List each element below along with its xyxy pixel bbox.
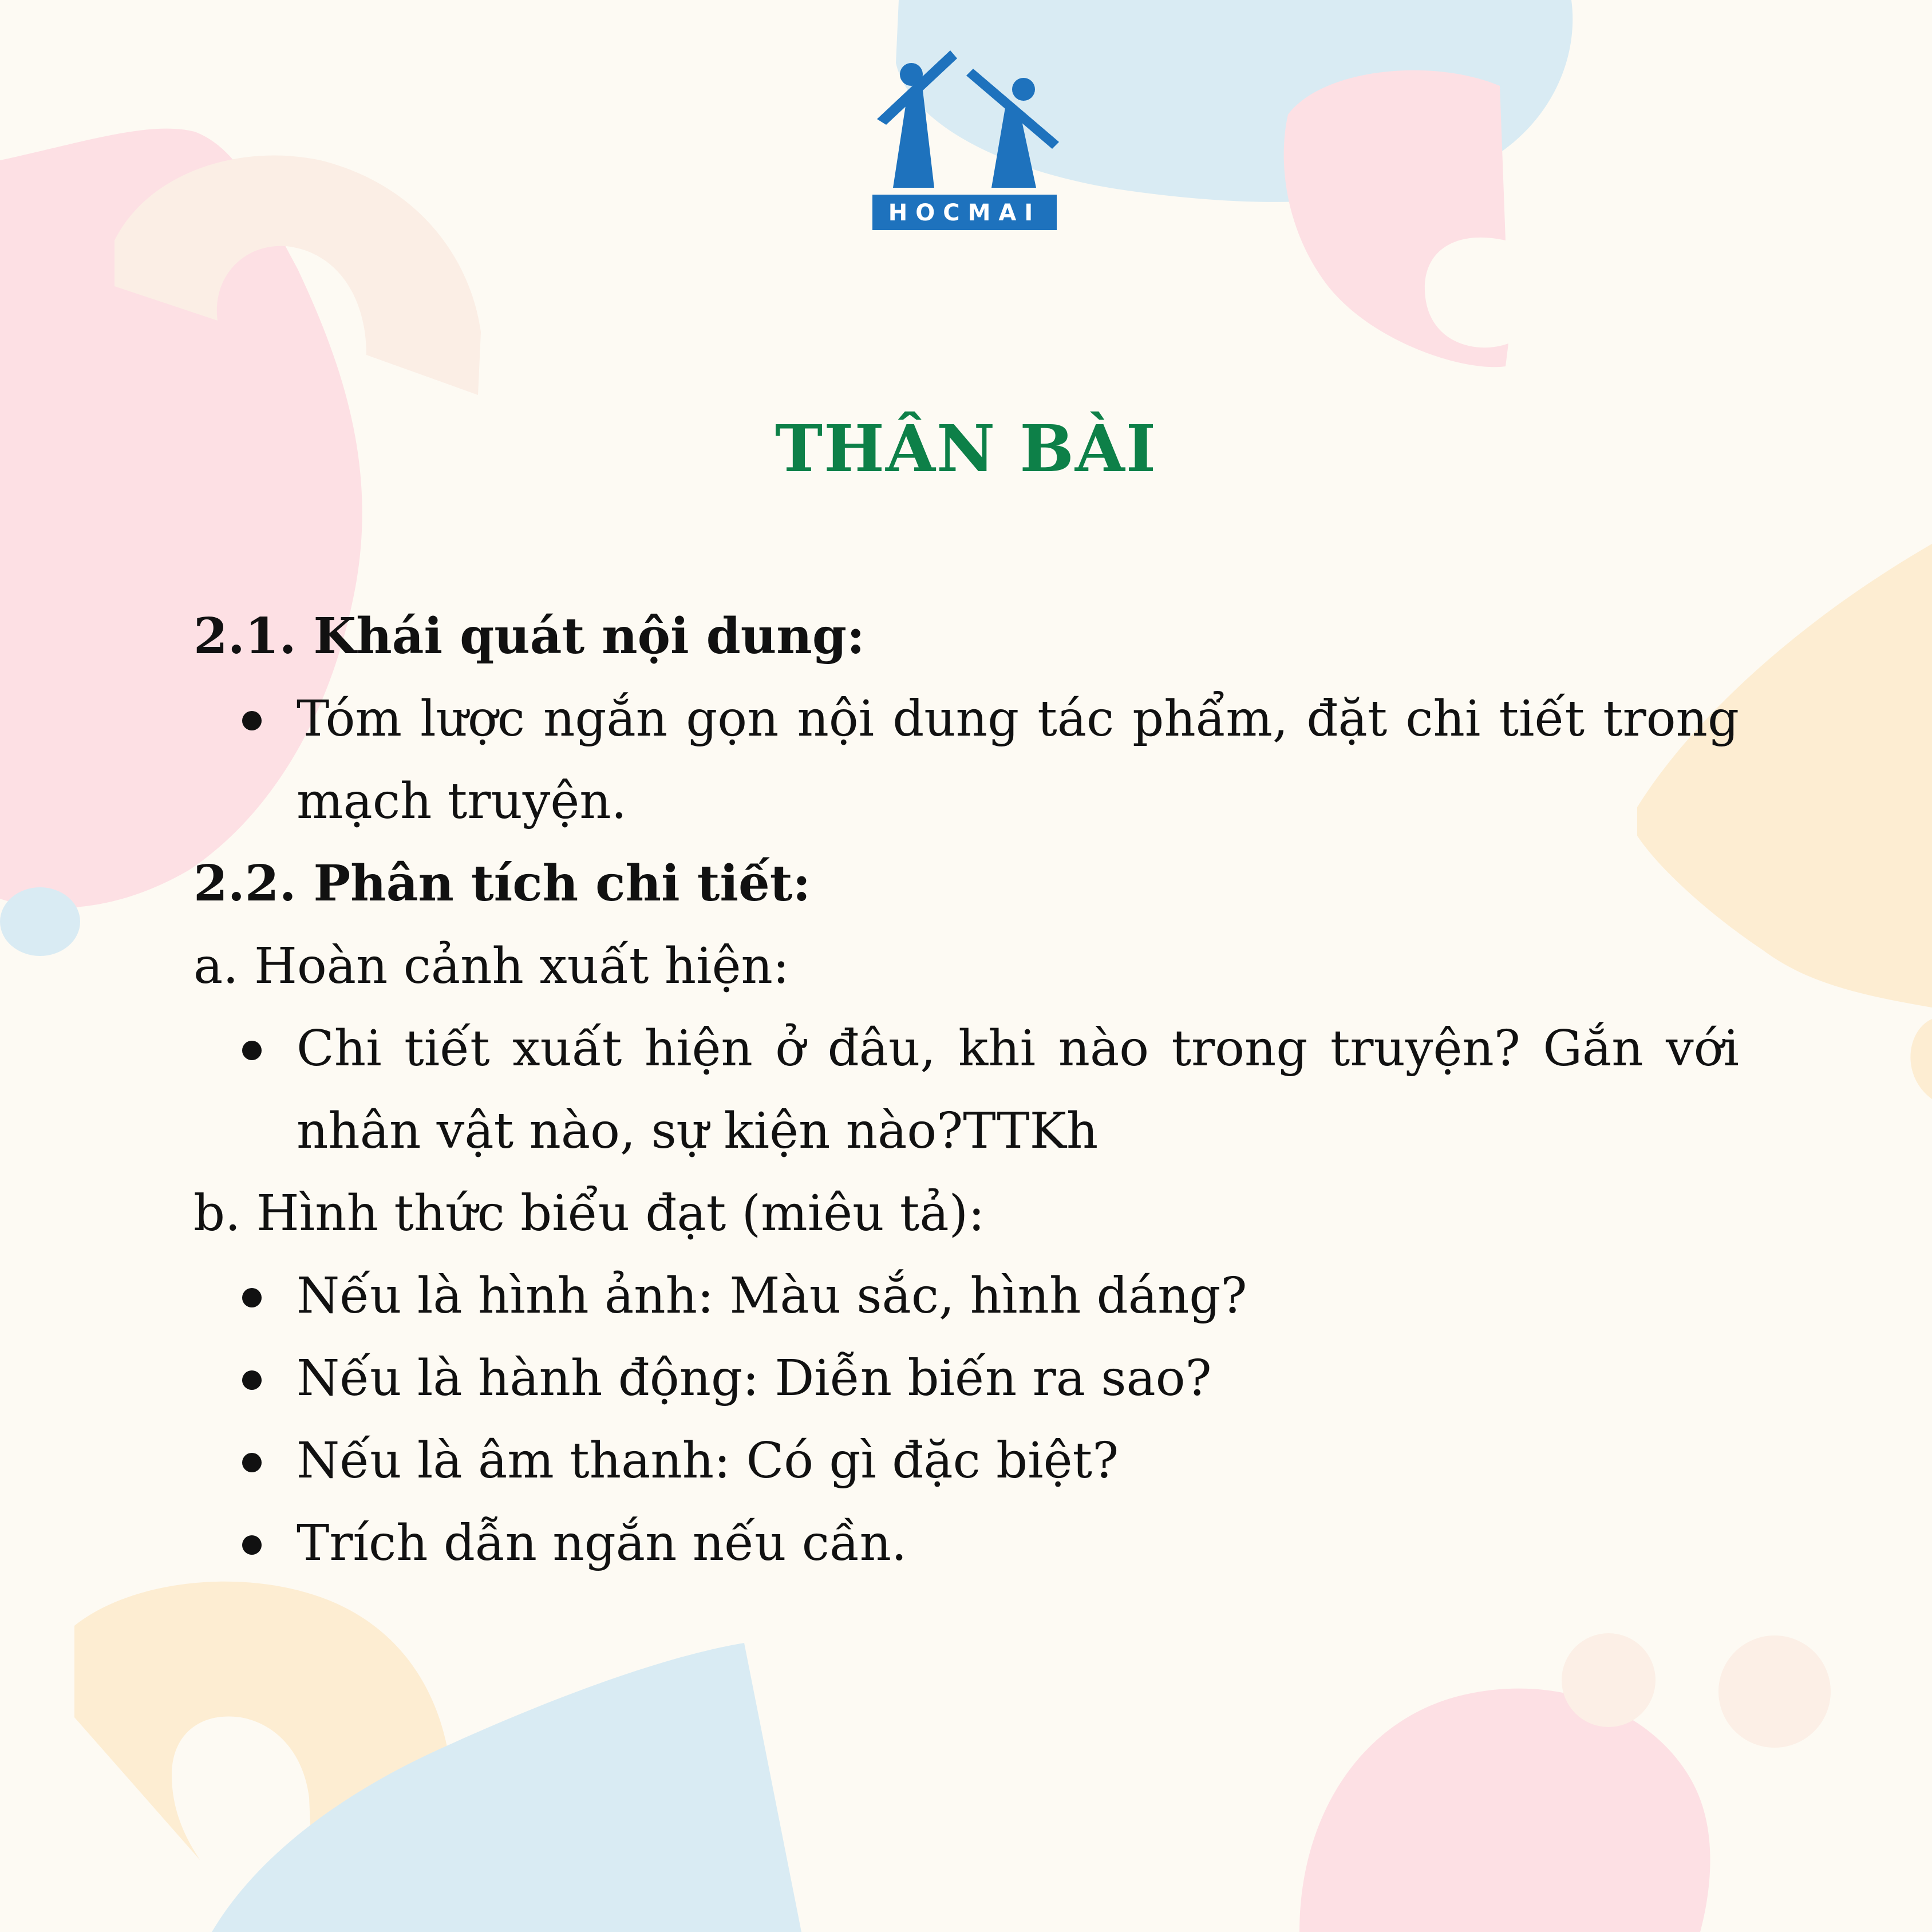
list-item [193,1337,1739,1420]
bullet-dot-icon [242,1535,262,1555]
hocmai-logo [870,50,1059,234]
bullet-dot-icon [242,711,262,730]
pink-arch-top-right [1284,70,1508,368]
list-item-text: Chi tiết xuất hiện ở đâu, khi nào trong truyện? Gắn với nhân vật nào, sự kiện nào?TTKh [297,1020,1739,1160]
list-item-text: Nếu là hình ảnh: Màu sắc, hình dáng? [297,1267,1247,1325]
list-item [193,1008,1739,1172]
list-item-text: Nếu là hành động: Diễn biến ra sao? [297,1350,1212,1407]
subsection-a-bullets [193,1008,1739,1172]
content-body [193,595,1739,1585]
section-heading-2-1: 2.1. Khái quát nội dung: [193,607,865,665]
list-item-text: Nếu là âm thanh: Có gì đặc biệt? [297,1432,1119,1490]
list-item [193,1502,1739,1585]
section-heading-2-2: 2.2. Phân tích chi tiết: [193,855,811,912]
list-item [193,1255,1739,1337]
bullet-dot-icon [242,1453,262,1472]
bullet-dot-icon [242,1041,262,1060]
subsection-b-bullets [193,1255,1739,1585]
blue-dot-left [0,887,80,956]
cream-circle-2 [1718,1635,1831,1748]
list-item-text: Trích dẫn ngắn nếu cần. [297,1515,907,1572]
list-item [193,1420,1739,1502]
list-item-text: Tóm lược ngắn gọn nội dung tác phẩm, đặt chi tiết trong mạch truyện. [297,690,1739,830]
bullet-dot-icon [242,1288,262,1307]
cream-circle-1 [1562,1633,1656,1727]
list-item [193,678,1739,843]
logo-mark-icon [870,50,1059,234]
subsection-label-b: b. Hình thức biểu đạt (miêu tả): [193,1185,985,1242]
logo-text: HOCMAI [888,200,1041,226]
page-title: THÂN BÀI [775,412,1157,487]
yellow-bump-right [1910,1019,1932,1099]
pink-arch-bottom-right [1299,1689,1710,1932]
section-2-1-bullets [193,678,1739,843]
subsection-label-a: a. Hoàn cảnh xuất hiện: [193,938,789,995]
bullet-dot-icon [242,1370,262,1390]
